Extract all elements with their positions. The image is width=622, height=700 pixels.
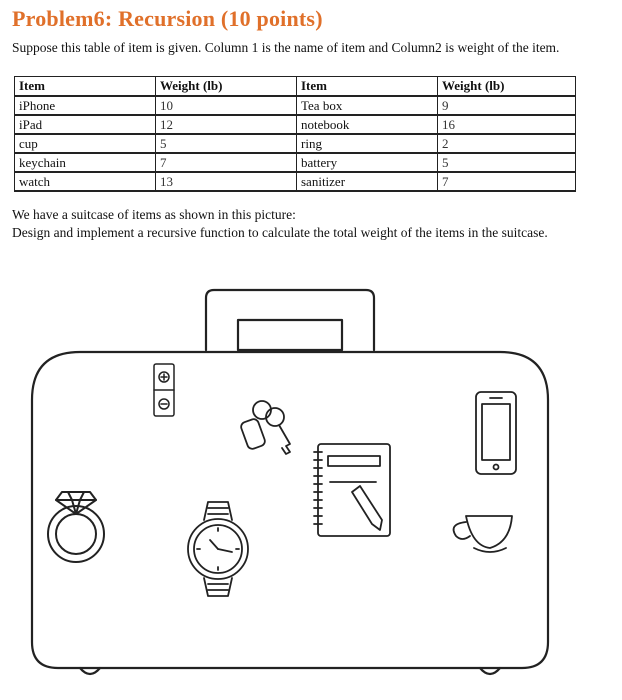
watch-icon	[188, 502, 248, 596]
header-weight-1: Weight (lb)	[156, 77, 297, 97]
table-cell: notebook	[297, 115, 438, 134]
table-cell: 10	[156, 96, 297, 115]
items-table	[14, 76, 576, 192]
table-cell: cup	[15, 134, 156, 153]
table-row	[15, 134, 576, 153]
table-cell: 13	[156, 172, 297, 191]
table-cell: 9	[438, 96, 576, 115]
header-item-2: Item	[297, 77, 438, 97]
table-cell: 5	[438, 153, 576, 172]
problem-title: Problem6: Recursion (10 points)	[12, 6, 323, 31]
table-cell: 7	[438, 172, 576, 191]
table-header-row	[15, 77, 576, 97]
battery-icon	[154, 364, 174, 416]
table-cell: keychain	[15, 153, 156, 172]
table-cell: 5	[156, 134, 297, 153]
table-row	[15, 115, 576, 134]
table-cell: 16	[438, 115, 576, 134]
table-cell: sanitizer	[297, 172, 438, 191]
table-cell: watch	[15, 172, 156, 191]
notebook-icon	[314, 444, 390, 536]
table-row	[15, 172, 576, 191]
suitcase-icon	[32, 290, 548, 674]
table-cell: 7	[156, 153, 297, 172]
header-item-1: Item	[15, 77, 156, 97]
table-cell: battery	[297, 153, 438, 172]
teacup-icon	[454, 516, 512, 552]
keys-icon	[240, 401, 290, 454]
table-cell: Tea box	[297, 96, 438, 115]
suitcase-intro-text: We have a suitcase of items as shown in this picture:	[12, 207, 296, 222]
header-weight-2: Weight (lb)	[438, 77, 576, 97]
table-cell: iPad	[15, 115, 156, 134]
table-row	[15, 153, 576, 172]
table-cell: iPhone	[15, 96, 156, 115]
table-row	[15, 96, 576, 115]
table-cell: ring	[297, 134, 438, 153]
table-cell: 12	[156, 115, 297, 134]
task-description: Design and implement a recursive function to calculate the total weight of the items in the suitcase.	[12, 225, 548, 240]
table-cell: 2	[438, 134, 576, 153]
suitcase-illustration	[0, 280, 622, 700]
phone-icon	[476, 392, 516, 474]
ring-icon	[48, 492, 104, 562]
intro-text: Suppose this table of item is given. Column 1 is the name of item and Column2 is weight of the item.	[12, 40, 560, 55]
